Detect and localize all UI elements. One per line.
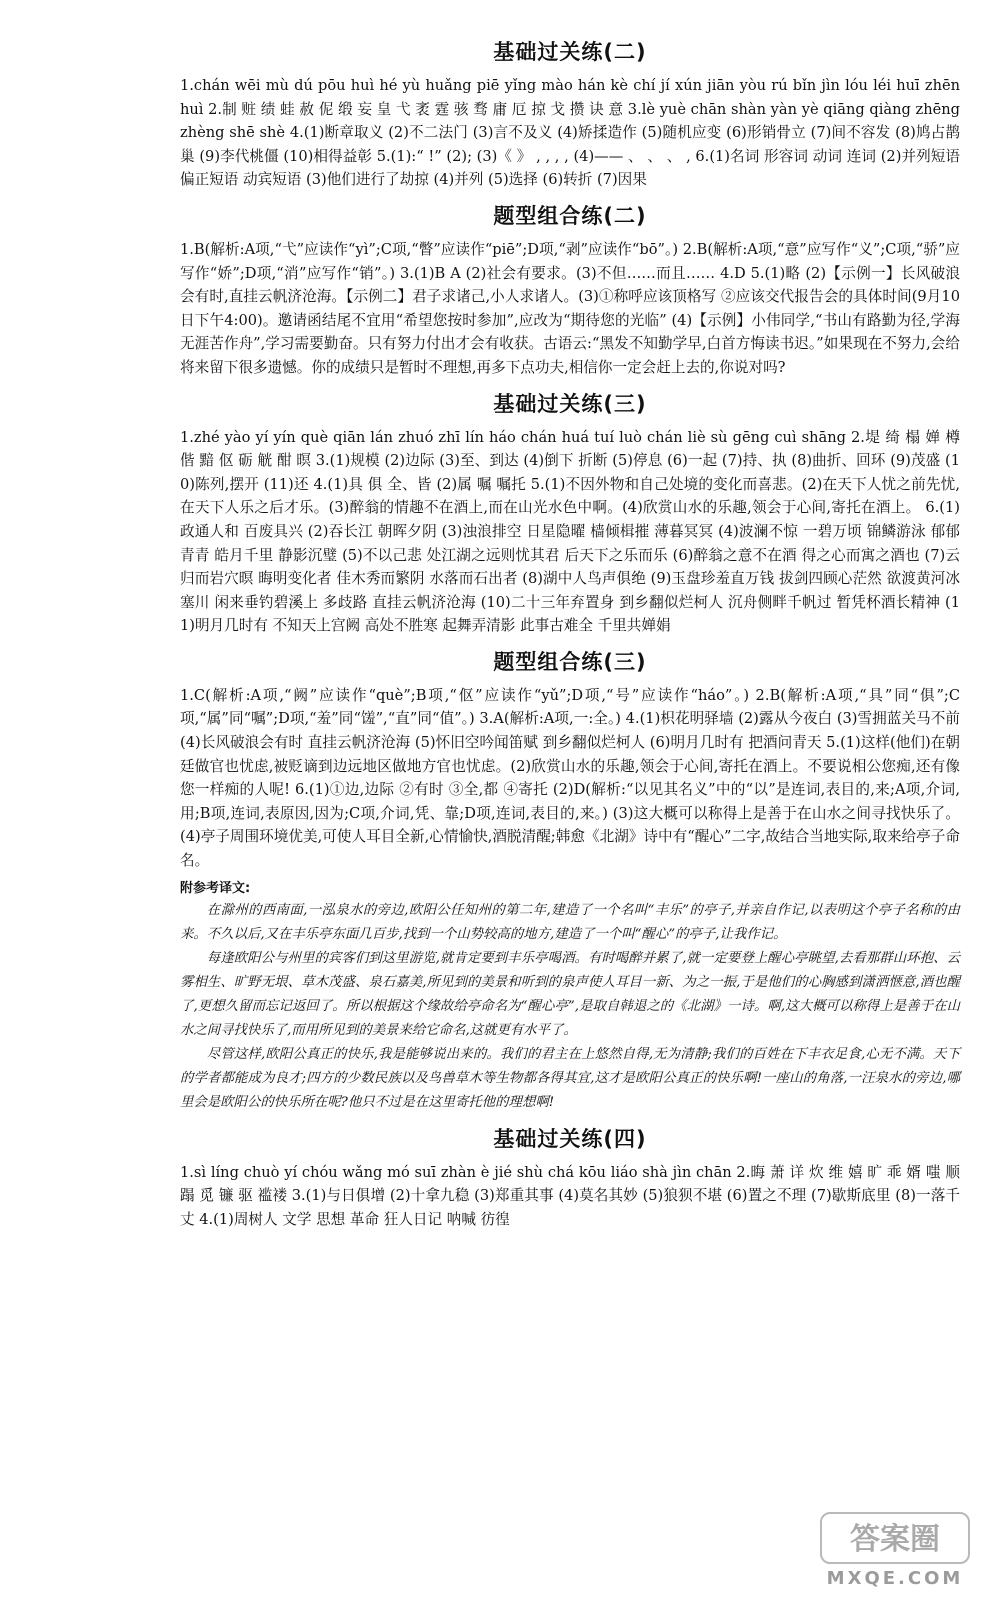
section-body: 1.sì líng chuò yí chóu wǎng mó suī zhàn è jié shù chá kōu liáo shà jìn chān 2.晦 萧 详 炊 维 嬉 旷 乖 婿 嗤 顺 蹋 觅 镰 驱 褴褛 3.(1)与日俱增 (2)十拿九稳 (3)郑重其事 (4)莫名其妙 (5)狼狈不堪 (6)置之不理 (7)歇斯底里 (8)一落千丈 4.(1)周树人 文学 思想 革命 狂人日记 呐喊 彷徨 bbox=[180, 1163, 960, 1228]
section-combo-3 bbox=[180, 646, 960, 873]
section-title: 题型组合练(三) bbox=[493, 649, 647, 674]
section-combo-2 bbox=[180, 200, 960, 380]
section-basic-3 bbox=[180, 388, 960, 638]
section-title: 基础过关练(四) bbox=[493, 1126, 647, 1151]
watermark-badge: 答案圈 bbox=[820, 1512, 970, 1564]
appendix-paragraph: 每逢欧阳公与州里的宾客们到这里游览,就肯定要到丰乐亭喝酒。有时喝醉并累了,就一定要登上醒心亭眺望,去看那群山环抱、云雾相生、旷野无垠、草木茂盛、泉石嘉美,所见到的美景和听到的泉声使人耳目一新、为之一振,于是他们的心胸感到潇洒惬意,酒也醒了,更想久留而忘记返回了。所以根据这个缘故给亭命名为“醒心亭”,是取自韩退之的《北湖》一诗。啊,这大概可以称得上是善于在山水之间寻找快乐了,而用所见到的美景来给它命名,这就更有水平了。 bbox=[180, 950, 960, 1038]
section-body: 1.B(解析:A项,“弋”应读作“yì”;C项,“瞥”应读作“piē”;D项,“剥”应读作“bō”。) 2.B(解析:A项,“意”应写作“义”;C项,“骄”应写作“娇”;D项,“消”应写作“销”。) 3.(1)B A (2)社会有要求。(3)不但……而且…… 4.D 5.(1)略 (2)【示例一】长风破浪会有时,直挂云帆济沧海。【示例二】君子求诸己,小人求诸人。(3)①称呼应该顶格写 ②应该交代报告会的具体时间(9月10日下午4:00)。邀请函结尾不宜用“希望您按时参加”,应改为“期待您的光临” (4)【示例】小伟同学,“书山有路勤为径,学海无涯苦作舟”,学习需要勤奋。只有努力付出才会有收获。古语云:“黑发不知勤学早,白首方悔读书迟。”如果现在不努力,会给将来留下很多遗憾。你的成绩只是暂时不理想,再多下点功夫,相信你一定会赶上去的,你说对吗? bbox=[180, 240, 960, 376]
section-title: 题型组合练(二) bbox=[493, 203, 647, 228]
watermark-logo bbox=[820, 1512, 970, 1592]
section-title: 基础过关练(三) bbox=[493, 391, 647, 416]
watermark-url: MXQE.COM bbox=[826, 1568, 964, 1589]
appendix-title: 附参考译文: bbox=[180, 880, 251, 896]
appendix-paragraph: 尽管这样,欧阳公真正的快乐,我是能够说出来的。我们的君主在上悠然自得,无为清静;我们的百姓在下丰衣足食,心无不满。天下的学者都能成为良才;四方的少数民族以及鸟兽草木等生物都各得其宜,这才是欧阳公真正的快乐啊!一座山的角落,一汪泉水的旁边,哪里会是欧阳公的快乐所在呢?他只不过是在这里寄托他的理想啊! bbox=[180, 1046, 960, 1110]
appendix-translation bbox=[180, 879, 960, 1115]
section-title: 基础过关练(二) bbox=[493, 40, 647, 64]
section-basic-4 bbox=[180, 1123, 960, 1232]
section-basic-2 bbox=[180, 36, 960, 192]
section-body: 1.zhé yào yí yín què qiān lán zhuó zhī lín háo chán huá tuí luò chán liè sù gēng cuì shāng 2.堤 绮 榻 婵 樽 偕 黯 伛 砺 觥 酣 暝 3.(1)规模 (2)边际 (3)至、到达 (4)倒下 折断 (5)停息 (6)一起 (7)持、执 (8)曲折、回环 (9)茂盛 (10)陈列,摆开 (11)还 4.(1)具 俱 全、皆 (2)属 嘱 嘱托 5.(1)不因外物和自己处境的变化而喜悲。(2)在天下人忧之前先忧,在天下人乐之后才乐。(3)醉翁的情趣不在酒上,而在山光水色中啊。(4)欣赏山水的乐趣,领会于心间,寄托在酒上。 6.(1)政通人和 百废具兴 (2)吞长江 朝晖夕阴 (3)浊浪排空 日星隐曜 樯倾楫摧 薄暮冥冥 (4)波澜不惊 一碧万顷 锦鳞游泳 郁郁青青 皓月千里 静影沉璧 (5)不以己悲 处江湖之远则忧其君 后天下之乐而乐 (6)醉翁之意不在酒 得之心而寓之酒也 (7)云归而岩穴暝 晦明变化者 佳木秀而繁阴 水落而石出者 (8)湖中人鸟声俱绝 (9)玉盘珍羞直万钱 拔剑四顾心茫然 欲渡黄河冰塞川 闲来垂钓碧溪上 多歧路 直挂云帆济沧海 (10)二十三年弃置身 到乡翻似烂柯人 沉舟侧畔千帆过 暂凭杯酒长精神 (11)明月几时有 不知天上宫阙 高处不胜寒 起舞弄清影 此事古难全 千里共婵娟 bbox=[180, 428, 960, 635]
section-body: 1.C(解析:A项,“阙”应读作“què”;B项,“伛”应读作“yǔ”;D项,“号”应读作“háo”。) 2.B(解析:A项,“具”同“俱”;C项,“属”同“嘱”;D项,“羞”同“馐”,“直”同“值”。) 3.A(解析:A项,一:全。) 4.(1)枳花明驿墙 (2)露从今夜白 (3)雪拥蓝关马不前 (4)长风破浪会有时 直挂云帆济沧海 (5)怀旧空吟闻笛赋 到乡翻似烂柯人 (6)明月几时有 把酒问青天 5.(1)这样(他们)在朝廷做官也忧虑,被贬谪到边远地区做地方官也忧虑。(2)欣赏山水的乐趣,领会于心间,寄托在酒上。不要说相公您痴,还有像您一样痴的人呢! 6.(1)①边,边际 ②有时 ③全,都 ④寄托 (2)D(解析:“以见其名义”中的“以”是连词,表目的,来;A项,介词,用;B项,连词,表原因,因为;C项,介词,凭、靠;D项,连词,表目的,来。) (3)这大概可以称得上是善于在山水之间寻找快乐了。(4)亭子周围环境优美,可使人耳目全新,心情愉快,酒脱清醒;韩愈《北湖》诗中有“醒心”二字,故结合当地实际,取来给亭子命名。 bbox=[180, 686, 960, 870]
appendix-paragraph: 在滁州的西南面,一泓泉水的旁边,欧阳公任知州的第二年,建造了一个名叫“丰乐”的亭子,并亲自作记,以表明这个亭子名称的由来。不久以后,又在丰乐亭东面几百步,找到一个山势较高的地方,建造了一个叫“醒心”的亭子,让我作记。 bbox=[180, 902, 960, 942]
section-body: 1.chán wēi mù dú pōu huì hé yù huǎng piē yǐng mào hán kè chí jí xún jiān yòu rú bǐn jìn lóu léi huī zhēn huì 2.制 赃 绩 蛙 赦 伲 缎 妄 皇 弋 袤 霆 骇 骛 庸 厄 掠 戈 攒 诀 意 3.lè yuè chān shàn yàn yè qiāng qiàng zhēng zhèng shē shè 4.(1)断章取义 (2)不二法门 (3)言不及义 (4)矫揉造作 (5)随机应变 (6)形销骨立 (7)间不容发 (8)鸠占鹊巢 (9)李代桃僵 (10)相得益彰 5.(1):“ !” (2); (3)《 》 , , , , (4)—— 、 、 、 , 6.(1)名词 形容词 动词 连词 (2)并列短语 偏正短语 动宾短语 (3)他们进行了劫掠 (4)并列 (5)选择 (6)转折 (7)因果 bbox=[180, 77, 960, 189]
